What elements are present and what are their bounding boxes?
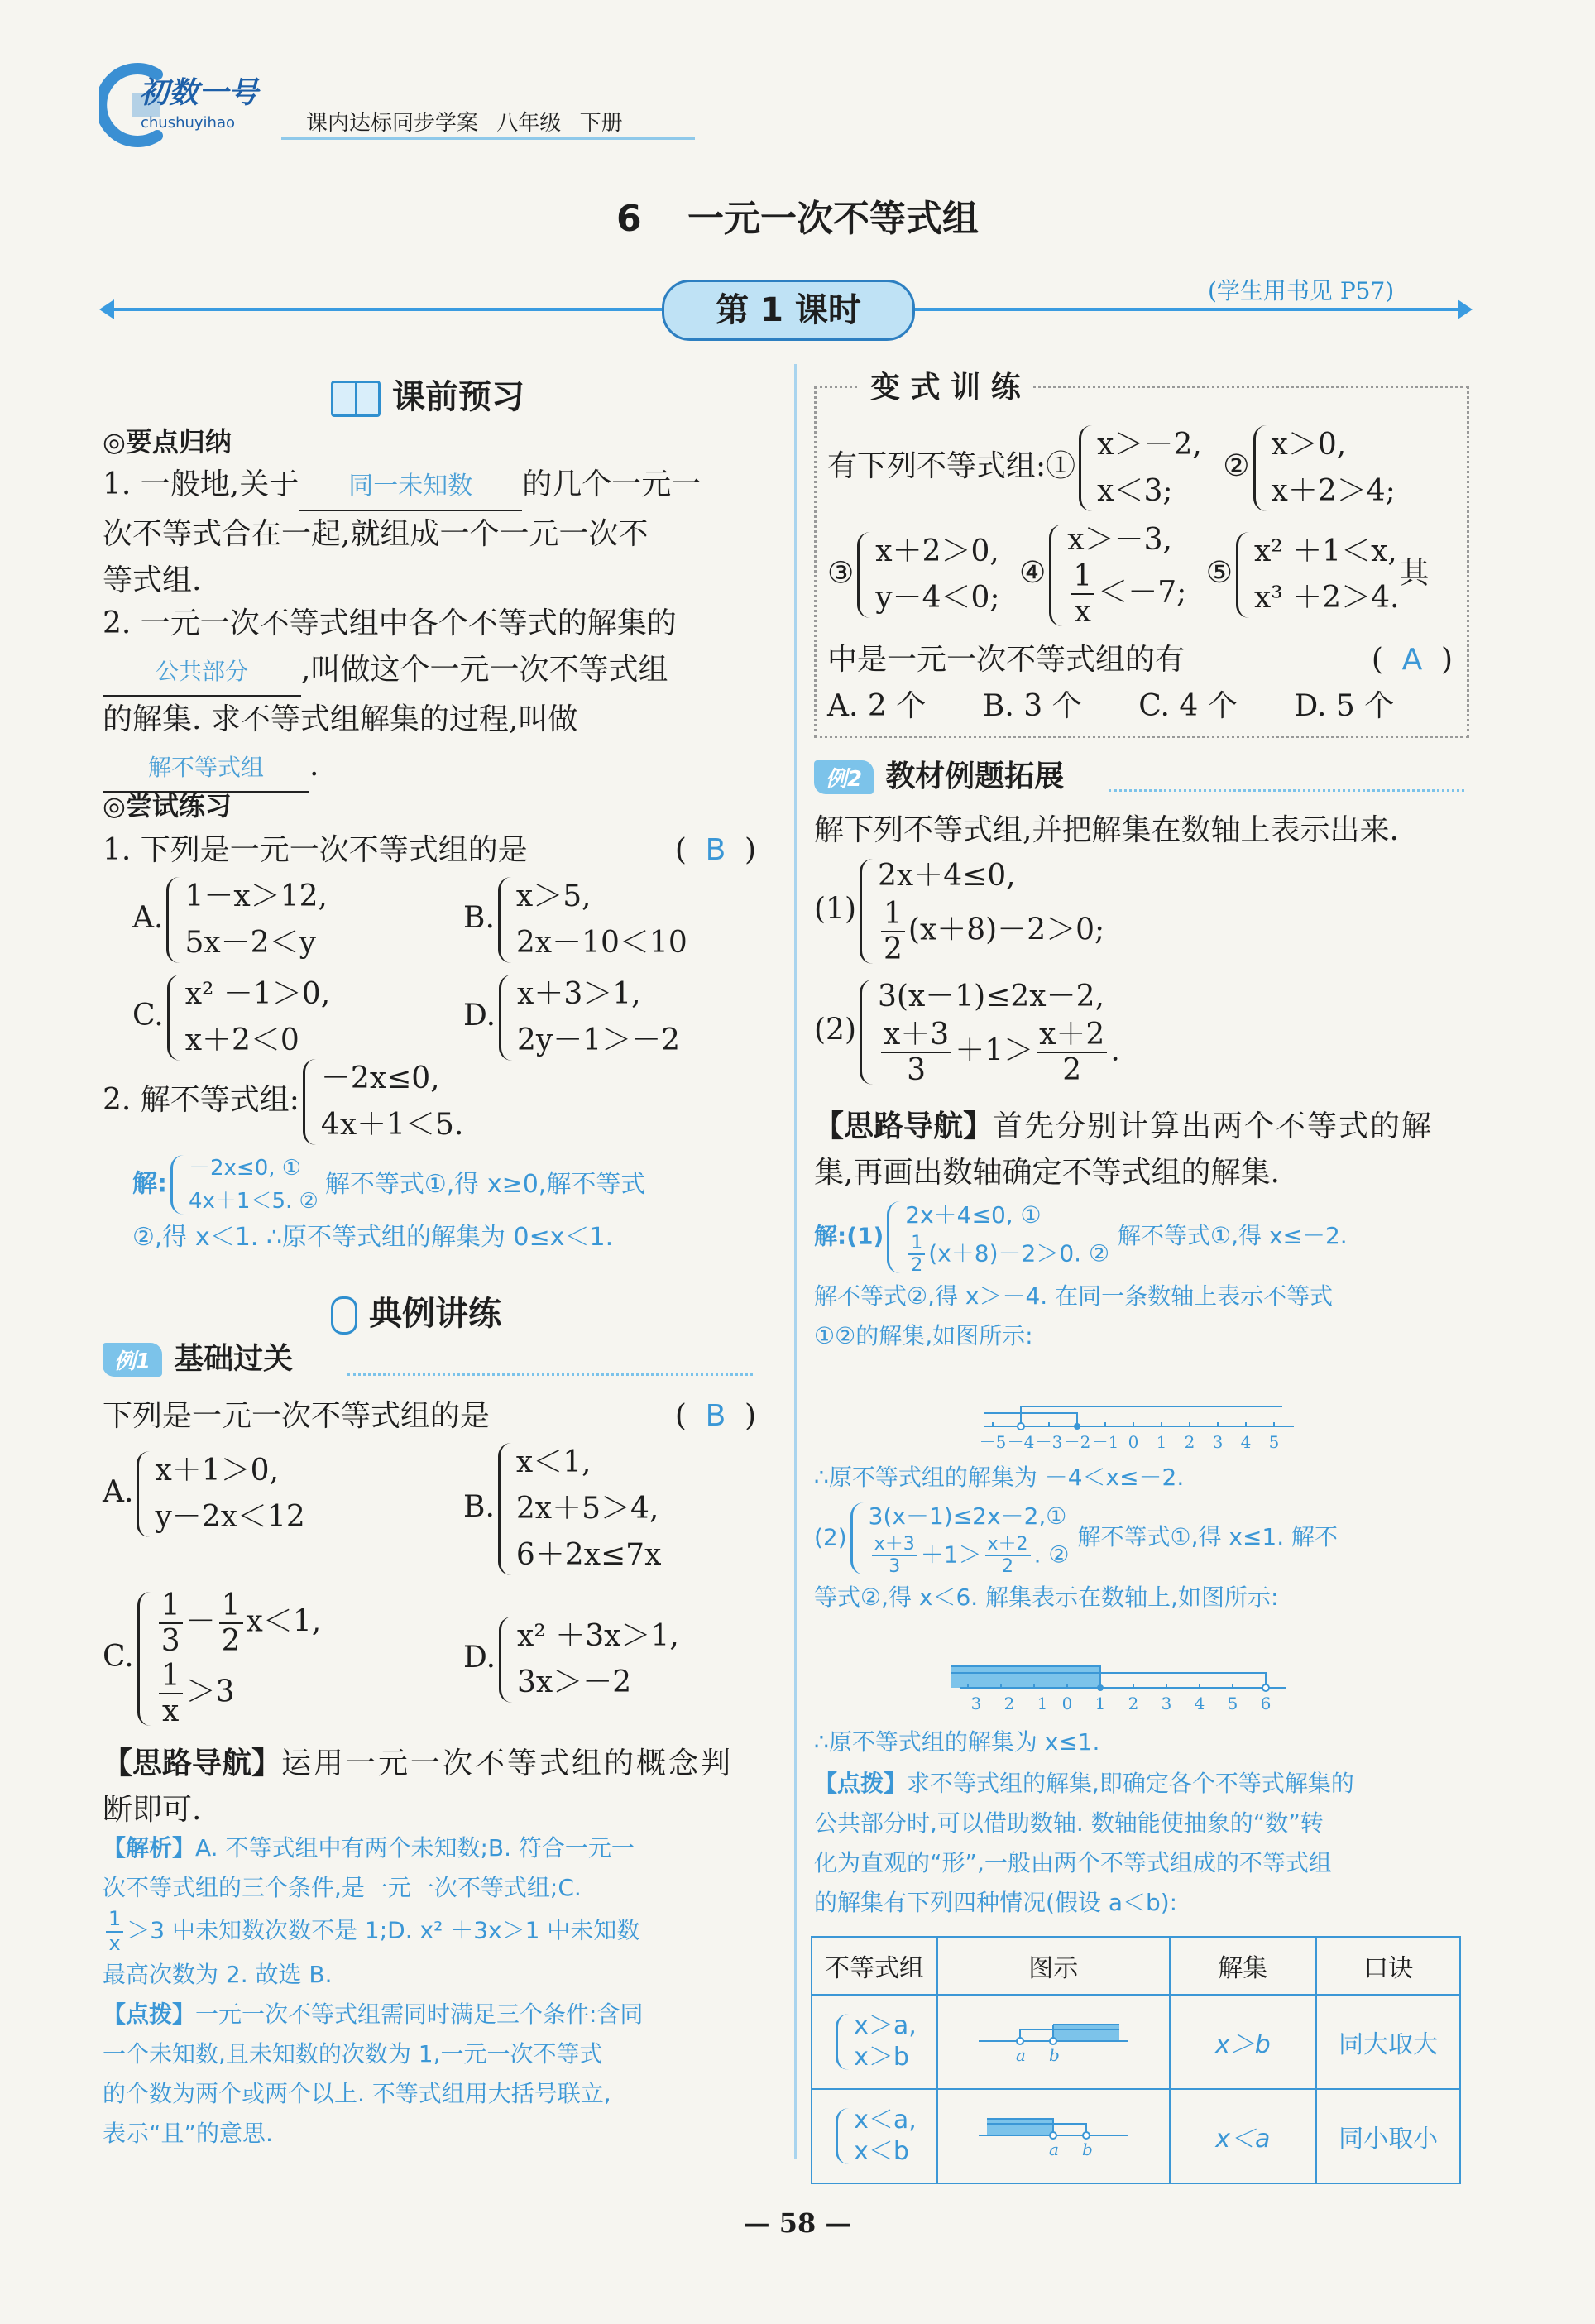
nl1-tick-label: －5 [979,1432,1007,1452]
th-system: 不等式组 [812,1937,937,1995]
chapter-name: 一元一次不等式组 [687,198,979,240]
brand-logo [99,60,273,151]
nl1-tick-label: －1 [1091,1432,1119,1452]
try-q2: 2. 解不等式组: －2x≤0, 4x＋1＜5. [103,1056,463,1148]
figure-row2 [970,2104,1136,2162]
example2-solution2: (2) 3(x－1)≤2x－2,① $\frac{x+3}{3}$ ＋1＞ $\frac{x+2}{2}$ . ② 解不等式①,得 x≤1. 解不 等式②,得 x＜6. 解集表示在数轴上,如图所示: [814,1499,1464,1617]
q1-option-d: D. x＋3＞1, 2y－1＞－2 [463,971,680,1064]
nl2-tick-label: 1 [1094,1694,1106,1713]
page-number: — 58 — [743,2207,852,2239]
number-line-2 [951,1651,1332,1718]
fig1-label-a: a [1016,2045,1027,2065]
nl1-tick-label: 2 [1184,1432,1195,1452]
fig2-label-a: a [1049,2140,1060,2159]
microphone-icon [331,1296,357,1335]
example2-title: 例2 教材例题拓展 [814,753,1064,795]
q1-option-c: C. x² －1＞0, x＋2＜0 [132,971,330,1064]
nl1-tick-label: －4 [1007,1432,1035,1452]
variant-answer-bracket: ( A ) [1371,643,1453,677]
try-q1: 1. 下列是一元一次不等式组的是 ( B ) [103,827,756,874]
th-solution: 解集 [1170,1937,1317,1995]
nl2-tick-label: 2 [1128,1694,1139,1713]
nl1-open-point [1018,1423,1024,1430]
nl1-ray-le-minus2 [984,1413,1077,1426]
nl1-tick-label: 1 [1156,1432,1167,1452]
table-row: x＞a, x＞b a b x＞b 同大取大 [812,1995,1460,2089]
nl2-closed-point [1097,1684,1104,1691]
brand-subtitle: chushuyihao [141,114,236,132]
ex1-option-b: B. x＜1, 2x＋5＞4, 6＋2x≤7x [463,1440,661,1579]
variant-options: A. 2 个 B. 3 个 C. 4 个 D. 5 个 [827,689,1395,723]
q1-answer-bracket: ( B ) [674,833,756,867]
q2-solution: 解: －2x≤0, ① 4x＋1＜5. ② 解不等式①,得 x≥0,解不等式 ②,得 x＜1. ∴原不等式组的解集为 0≤x＜1. [132,1152,761,1258]
solution2-result: ∴原不等式组的解集为 x≤1. [814,1728,1100,1756]
solution1-result: ∴原不等式组的解集为 －4＜x≤－2. [814,1464,1185,1491]
th-figure: 图示 [937,1937,1170,1995]
solution-set-table [811,1936,1461,2184]
key-point-1: 1. 一般地,关于 同一未知数 的几个一元一 次不等式合在一起,就组成一个一元一次不 等式组. [103,462,756,604]
example2-part1: (1) 2x＋4≤0, $\frac{1}{2}$ (x＋8)－2＞0; [814,855,1104,967]
ex1-option-c: C. $\frac{1}{3}$ － $\frac{1}{2}$ x＜1, $\frac{1}{x}$ ＞3 [103,1588,322,1729]
volume: 下册 [579,111,623,136]
nl2-tick-label: 0 [1061,1694,1073,1713]
chapter-title [0,189,1595,242]
nl1-tick-label: －3 [1035,1432,1063,1452]
nl1-tick-label: 3 [1212,1432,1224,1452]
variant-systems-row2: ③ x＋2＞0, y－4＜0; ④ x＞－3, $\frac{1}{x}$ ＜－7; ⑤ x² ＋1＜x, x³ ＋2＞4. 其 [827,523,1430,630]
chapter-number: 6 [616,198,642,240]
example2-question: 解下列不等式组,并把解集在数轴上表示出来. [814,813,1399,847]
nl1-closed-point [1074,1423,1080,1430]
example1-question: 下列是一元一次不等式组的是 ( B ) [103,1393,756,1440]
th-rule: 口诀 [1316,1937,1460,1995]
example2-tip: 【点拨】求不等式组的解集,即确定各个不等式解集的 公共部分时,可以借助数轴. 数轴能使抽象的“数”转 化为直观的“形”,一般由两个不等式组成的不等式组 的解集有下列四种情况(假设 a＜b): [814,1770,1354,1916]
header-series [306,106,623,137]
nl2-shaded-solution [951,1666,1100,1688]
key-point-2: 2. 一元一次不等式组中各个不等式的解集的 公共部分 ,叫做这个一元一次不等式组 的解集. 求不等式组解集的过程,叫做 解不等式组 . [103,601,756,793]
header-rule [281,137,695,140]
example-heading: 典例讲练 [331,1287,501,1335]
nl1-tick-label: －2 [1063,1432,1091,1452]
kp2-blank: 公共部分 [103,649,301,697]
book-icon [331,381,381,417]
nl2-tick-label: －2 [987,1694,1015,1713]
nl2-tick-label: －1 [1020,1694,1048,1713]
q1-option-b: B. x＞5, 2x－10＜10 [463,874,687,966]
number-line-1 [976,1390,1307,1456]
variant-systems-row1: 有下列不等式组:① x＞－2, x＜3; ② x＞0, x＋2＞4; [827,422,1396,515]
q1-option-a: A. 1－x＞12, 5x－2＜y [132,874,328,966]
nl2-tick-label: 5 [1227,1694,1238,1713]
ex1-option-a: A. x＋1＞0, y－2x＜12 [103,1448,305,1541]
lesson-title: 第 1 课时 [662,280,915,341]
lesson-bar-left-arrow [99,299,114,319]
lesson-ref: (学生用书见 P57) [1208,277,1395,304]
example2-solution1: 解:(1) 2x＋4≤0, ① $\frac{1}{2}$ (x＋8)－2＞0. ② 解不等式①,得 x≤－2. 解不等式②,得 x＞－4. 在同一条数轴上表示不等式 ①②的解集,如图所示: [814,1198,1464,1356]
nl2-tick-label: 4 [1194,1694,1205,1713]
nl2-open-point [1262,1684,1269,1691]
example1-dotline [347,1373,753,1376]
nl1-ray-gt-minus4 [1021,1406,1282,1426]
ex1-analysis: 【解析】A. 不等式组中有两个未知数;B. 符合一元一 次不等式组的三个条件,是一元一次不等式组;C. $\frac{1}{x}$ ＞3 中未知数次数不是 1;D. x² ＋3x＞1 中未知数 最高次数为 2. 故选 B. 【点拨】一元一次不等式组需同时满足三个条件:含同 一个未知数,且未知数的次数为 1,一元一次不等式 的个数为两个或两个以上. 不等式组用大括号联立, 表示“且”的意思. [103,1834,644,2148]
nl1-tick-label: 4 [1240,1432,1252,1452]
fig2-label-b: b [1082,2140,1094,2159]
key-points-label: ◎要点归纳 [103,426,232,458]
nl1-tick-label: 5 [1268,1432,1280,1452]
series-name: 课内达标同步学案 [306,111,479,136]
nl2-tick-label: －3 [954,1694,982,1713]
example1-title: 例1 基础过关 [103,1335,293,1378]
example2-part2: (2) 3(x－1)≤2x－2, $\frac{x+3}{3}$ ＋1＞ $\frac{x+2}{2}$ . [814,976,1120,1088]
lesson-bar-right-arrow [1458,299,1473,319]
table-row: x＜a, x＜b a b x＜a 同小取小 [812,2089,1460,2183]
ex1-answer-bracket: ( B ) [674,1399,756,1433]
ex1-idea: 【思路导航】运用一元一次不等式组的概念判 断即可. [103,1747,734,1827]
fig1-label-b: b [1049,2045,1061,2065]
example2-dotline [1109,789,1464,792]
try-label: ◎尝试练习 [103,790,232,822]
kp2-blank-2: 解不等式组 [103,745,309,793]
column-divider [794,364,797,2159]
brand-title: 初数一号 [139,76,259,110]
preview-heading: 课前预习 [331,371,524,418]
example2-idea: 【思路导航】首先分别计算出两个不等式的解 集,再画出数轴确定不等式组的解集. [814,1109,1434,1190]
kp1-blank: 同一未知数 [299,463,522,511]
nl2-tick-label: 3 [1161,1694,1172,1713]
nl1-tick-label: 0 [1128,1432,1139,1452]
nl2-tick-label: 6 [1260,1694,1272,1713]
grade: 八年级 [496,111,562,136]
variant-heading: 变 式 训 练 [860,364,1031,406]
figure-row1 [970,2010,1136,2068]
variant-question: 中是一元一次不等式组的有 ( A ) [827,637,1453,683]
ex1-option-d: D. x² ＋3x＞1, 3x＞－2 [463,1613,679,1706]
